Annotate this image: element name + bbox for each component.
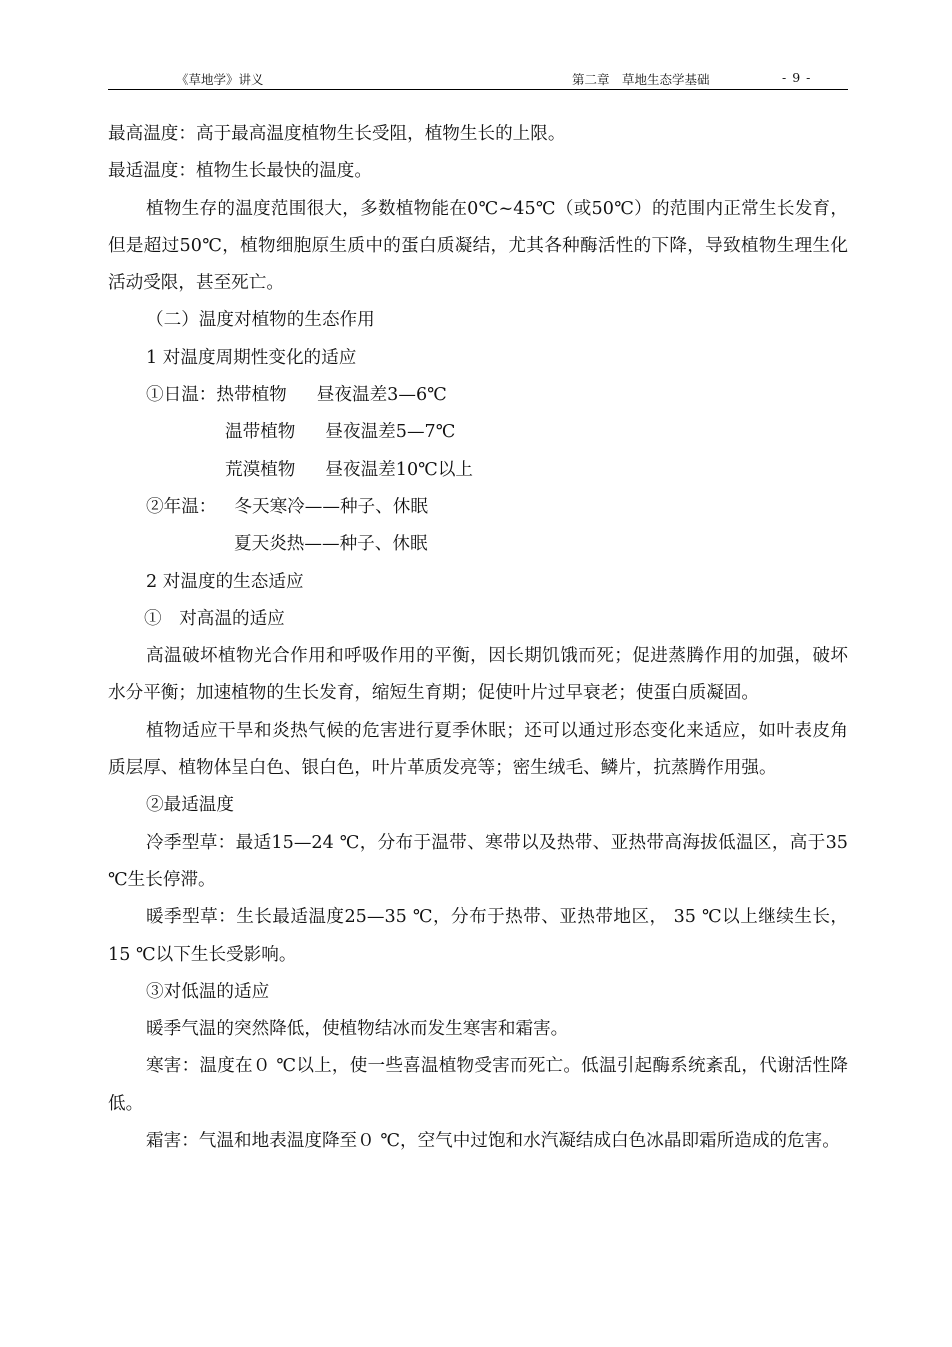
paragraph-low-temp-intro: 暖季气温的突然降低，使植物结冰而发生寒害和霜害。 (146, 1019, 569, 1040)
paragraph-high-temp-effects: 高温破坏植物光合作用和呼吸作用的平衡，因长期饥饿而死；促进蒸腾作用的加强，破坏水分平衡；加速植物的生长发育，缩短生育期；促使叶片过早衰老；使蛋白质凝固。 (108, 646, 848, 704)
paragraph-chilling-injury: 寒害：温度在０ ℃以上，使一些喜温植物受害而死亡。低温引起酶系统紊乱，代谢活性降低。 (108, 1056, 848, 1114)
paragraph-warm-season-grass: 暖季型草：生长最适温度25—35 ℃，分布于热带、亚热带地区， 35 ℃以上继续生长，15 ℃以下生长受影响。 (108, 907, 848, 965)
daily-diff: 昼夜温差10℃以上 (325, 459, 474, 480)
document-body (108, 116, 848, 1160)
annual-temp-label: ②年温： (146, 496, 217, 517)
section-heading: （二）温度对植物的生态作用 (146, 310, 375, 331)
daily-temp-row (108, 377, 848, 414)
paragraph-frost-injury: 霜害：气温和地表温度降至０ ℃，空气中过饱和水汽凝结成白色冰晶即霜所造成的危害。 (146, 1131, 840, 1152)
annual-item: 夏天炎热——种子、休眠 (234, 534, 428, 555)
item-heading: ① 对高温的适应 (144, 608, 285, 629)
daily-plant: 温带植物 (225, 422, 296, 443)
daily-diff: 昼夜温差3—6℃ (316, 385, 447, 406)
daily-temp-row (108, 452, 848, 489)
header-rule (108, 89, 848, 90)
daily-temp-label: ①日温： (146, 385, 217, 406)
paragraph-max-temp: 最高温度：高于最高温度植物生长受阻，植物生长的上限。 (108, 124, 566, 144)
daily-plant: 热带植物 (216, 385, 287, 406)
paragraph-cool-season-grass: 冷季型草：最适15—24 ℃，分布于温带、寒带以及热带、亚热带高海拔低温区，高于35 ℃生长停滞。 (108, 832, 848, 890)
paragraph-optimal-temp: 最适温度：植物生长最快的温度。 (108, 161, 372, 182)
daily-temp-row (108, 414, 848, 451)
daily-diff: 昼夜温差5—7℃ (325, 422, 456, 443)
annual-item: 冬天寒冷——种子、休眠 (234, 496, 428, 517)
page-header (108, 66, 848, 90)
daily-plant: 荒漠植物 (225, 459, 296, 480)
subsection-heading: 1 对温度周期性变化的适应 (146, 347, 357, 368)
header-chapter-title: 第二章 草地生态学基础 (572, 72, 710, 87)
paragraph-high-temp-adaptation: 植物适应干旱和炎热气候的危害进行夏季休眠；还可以通过形态变化来适应，如叶表皮角质层厚、植物体呈白色、银白色，叶片革质发亮等；密生绒毛、鳞片，抗蒸腾作用强。 (108, 720, 848, 779)
item-heading: ③对低温的适应 (146, 981, 270, 1002)
header-course-title: 《草地学》讲义 (176, 72, 264, 87)
subsection-heading: 2 对温度的生态适应 (146, 571, 304, 592)
annual-temp-row (108, 489, 848, 526)
header-page-number: - 9 - (782, 70, 812, 85)
paragraph-temp-range: 植物生存的温度范围很大，多数植物能在0℃~45℃（或50℃）的范围内正常生长发育，但是超过50℃，植物细胞原生质中的蛋白质凝结，尤其各种酶活性的下降，导致植物生理生化活动受限，甚至死亡。 (108, 198, 848, 294)
item-heading: ②最适温度 (146, 795, 234, 816)
annual-temp-row (108, 526, 848, 563)
